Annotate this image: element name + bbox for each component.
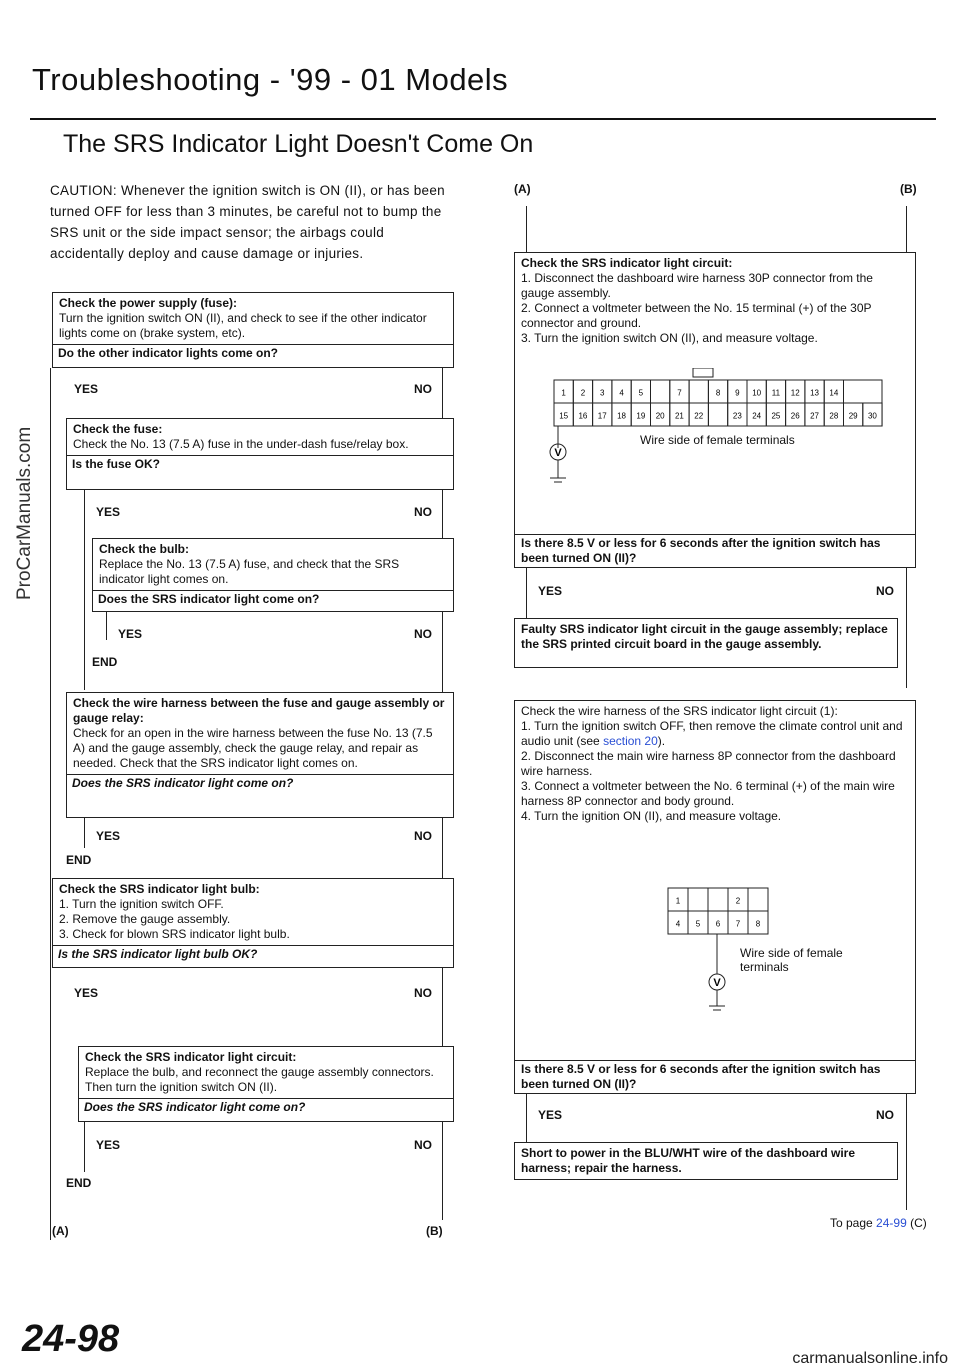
page-number: 24-98 (22, 1318, 120, 1360)
box-body: Replace the bulb, and reconnect the gauge assembly connectors. Then turn the ignition switch ON (II). (85, 1065, 434, 1094)
connector-pin (708, 403, 727, 426)
box-body: Replace the No. 13 (7.5 A) fuse, and check that the SRS indicator light comes on. (99, 557, 400, 586)
left-box-4 (66, 692, 454, 818)
left-box-1 (52, 292, 454, 368)
connector-pin-label: 24 (752, 411, 762, 421)
connector-pin-label: 25 (771, 411, 781, 421)
section-link[interactable]: section 20 (603, 734, 658, 748)
flow-line (526, 206, 527, 254)
left-box-6 (78, 1046, 454, 1122)
box-title: Check the SRS indicator light circuit: (85, 1050, 297, 1064)
connector-pin-label: 12 (790, 388, 800, 398)
yes-label: YES (118, 627, 143, 641)
connector-pin-label: 7 (677, 388, 682, 398)
connector-pin-label: 15 (559, 411, 569, 421)
box-title: Check the fuse: (73, 422, 163, 436)
yes-label: YES (74, 382, 99, 396)
title-rule (30, 118, 936, 120)
box-question: Does the SRS indicator light come on? (92, 590, 454, 608)
left-box-5 (52, 878, 454, 968)
end-label: END (66, 1176, 92, 1190)
box-body: Check the No. 13 (7.5 A) fuse in the under-dash fuse/relay box. (73, 437, 409, 451)
label-b: (B) (900, 182, 917, 196)
connector-pin-label: 3 (600, 388, 605, 398)
box-step: 1. Turn the ignition switch OFF. (59, 897, 224, 911)
connector-pin-label: 6 (715, 919, 721, 929)
box-intro: Check the wire harness of the SRS indicator light circuit (1): (521, 704, 838, 718)
connector-pin-label: 30 (867, 411, 877, 421)
connector-pin-label: 5 (695, 919, 701, 929)
box-step: 2. Connect a voltmeter between the No. 15 terminal (+) of the 30P connector and ground. (521, 301, 872, 330)
flow-line (526, 1094, 527, 1144)
box-question: Does the SRS indicator light come on? (78, 1098, 454, 1116)
yes-label: YES (96, 829, 121, 843)
connector-pin-label: 21 (674, 411, 684, 421)
watermark: ProCarManuals.com (14, 426, 35, 600)
end-label: END (66, 853, 92, 867)
box-title: Check the power supply (fuse): (59, 296, 238, 310)
to-page-note (830, 1216, 927, 1230)
left-box-2 (66, 418, 454, 490)
connector-latch (693, 368, 713, 377)
connector-pin-label: 10 (752, 388, 762, 398)
end-label: END (92, 655, 118, 669)
connector-pin-label: 11 (771, 388, 781, 398)
yes-label: YES (538, 1108, 563, 1122)
to-page-text: To page (830, 1216, 873, 1230)
no-label: NO (876, 584, 894, 598)
flow-line (906, 568, 907, 688)
connector-30p-caption: Wire side of female terminals (640, 433, 795, 447)
box-step: 1. Disconnect the dashboard wire harness 30P connector from the gauge assembly. (521, 271, 873, 300)
connector-8p-caption: Wire side of female terminals (740, 946, 843, 974)
flow-line (84, 490, 85, 690)
connector-pin-label: 8 (755, 919, 761, 929)
flow-line (84, 818, 85, 848)
right-box-2: Faulty SRS indicator light circuit in the gauge assembly; replace the SRS printed circuit board in the gauge assembly. (514, 618, 898, 668)
connector-pin-label: 2 (580, 388, 586, 398)
box-step (521, 719, 909, 749)
right-box-1-question: Is there 8.5 V or less for 6 seconds after the ignition switch has been turned ON (II)? (514, 534, 916, 568)
box-question: Is the fuse OK? (66, 455, 454, 473)
connector-pin-label: 23 (732, 411, 742, 421)
box-title: Check the wire harness between the fuse and gauge assembly or gauge relay: (73, 696, 445, 725)
connector-pin-label: 7 (735, 919, 741, 929)
flow-line (906, 206, 907, 254)
box-step: 3. Check for blown SRS indicator light bulb. (59, 927, 290, 941)
box-question: Does the SRS indicator light come on? (66, 774, 454, 792)
step-text: ). (657, 734, 666, 748)
connector-pin-label: 16 (578, 411, 588, 421)
box-title: Check the bulb: (99, 542, 190, 556)
box-question: Do the other indicator lights come on? (52, 344, 454, 362)
site-credit: carmanualsonline.info (792, 1350, 948, 1367)
right-box-3-question: Is there 8.5 V or less for 6 seconds after the ignition switch has been turned ON (II)? (514, 1060, 916, 1094)
connector-pin-label: 19 (636, 411, 646, 421)
connector-pin-label: 29 (848, 411, 858, 421)
right-box-4: Short to power in the BLU/WHT wire of the dashboard wire harness; repair the harness. (514, 1142, 898, 1180)
connector-pin (708, 888, 728, 911)
caution-text: CAUTION: Whenever the ignition switch is ON (II), or has been turned OFF for less than 3 minutes, be careful not to bump the SRS unit or the side impact sensor; the airbags could accidentally deploy and cause damage or injuries. (50, 183, 445, 261)
flow-line-a (50, 368, 51, 1240)
connector-pin-label: 5 (638, 388, 644, 398)
connector-pin-label: 18 (617, 411, 627, 421)
no-label: NO (414, 986, 432, 1000)
yes-label: YES (74, 986, 99, 1000)
box-title: Check the SRS indicator light circuit: (521, 256, 733, 270)
no-label: NO (414, 829, 432, 843)
no-label: NO (414, 627, 432, 641)
connector-pin-label: 2 (735, 896, 741, 906)
box-step: 3. Connect a voltmeter between the No. 6 terminal (+) of the main wire harness 8P connector and body ground. (521, 779, 895, 808)
page-title: Troubleshooting - '99 - 01 Models (32, 62, 509, 97)
box-question: Is the SRS indicator light bulb OK? (52, 945, 454, 963)
connector-pin (748, 888, 768, 911)
step-text: 1. Turn the ignition switch OFF, then remove the climate control unit and audio unit (see (521, 719, 903, 748)
connector-pin-label: 1 (561, 388, 566, 398)
connector-pin (651, 380, 670, 403)
to-page-link[interactable]: 24-99 (876, 1216, 907, 1230)
connector-pin-label: 1 (675, 896, 681, 906)
connector-pin (689, 380, 708, 403)
box-step: 2. Disconnect the main wire harness 8P connector from the dashboard wire harness. (521, 749, 896, 778)
box-body: Check for an open in the wire harness between the fuse No. 13 (7.5 A) and the gauge assembly, check the gauge relay, and repair as needed. Check that the SRS indicator light comes on. (73, 726, 433, 770)
voltmeter-symbol: V (554, 447, 562, 459)
box-body: Turn the ignition switch ON (II), and check to see if the other indicator lights come on (brake system, etc). (59, 311, 427, 340)
connector-pin-label: 8 (715, 388, 721, 398)
yes-label: YES (96, 1138, 121, 1152)
label-b: (B) (426, 1224, 443, 1238)
page-subtitle: The SRS Indicator Light Doesn't Come On (63, 130, 534, 158)
label-a: (A) (52, 1224, 69, 1238)
connector-pin-label: 13 (810, 388, 820, 398)
connector-pin-label: 17 (597, 411, 607, 421)
connector-pin-label: 22 (694, 411, 704, 421)
connector-pin-label: 20 (655, 411, 665, 421)
connector-pin-label: 28 (829, 411, 839, 421)
box-step: 4. Turn the ignition ON (II), and measure voltage. (521, 809, 782, 823)
voltmeter-symbol: V (713, 977, 721, 989)
connector-pin-label: 9 (735, 388, 740, 398)
yes-label: YES (538, 584, 563, 598)
no-label: NO (414, 505, 432, 519)
connector-pin (688, 888, 708, 911)
flow-line (906, 1094, 907, 1210)
no-label: NO (414, 382, 432, 396)
flow-line (84, 1122, 85, 1172)
yes-label: YES (96, 505, 121, 519)
box-title: Check the SRS indicator light bulb: (59, 882, 260, 896)
flow-line (106, 612, 107, 640)
no-label: NO (876, 1108, 894, 1122)
box-step: 3. Turn the ignition switch ON (II), and measure voltage. (521, 331, 818, 345)
label-a: (A) (514, 182, 531, 196)
no-label: NO (414, 1138, 432, 1152)
box-step: 2. Remove the gauge assembly. (59, 912, 231, 926)
connector-pin-label: 14 (829, 388, 839, 398)
connector-pin-label: 27 (810, 411, 820, 421)
left-box-3 (92, 538, 454, 612)
connector-pin-label: 4 (675, 919, 681, 929)
to-page-ref: (C) (910, 1216, 927, 1230)
connector-pin-label: 26 (790, 411, 800, 421)
connector-pin-label: 4 (619, 388, 624, 398)
